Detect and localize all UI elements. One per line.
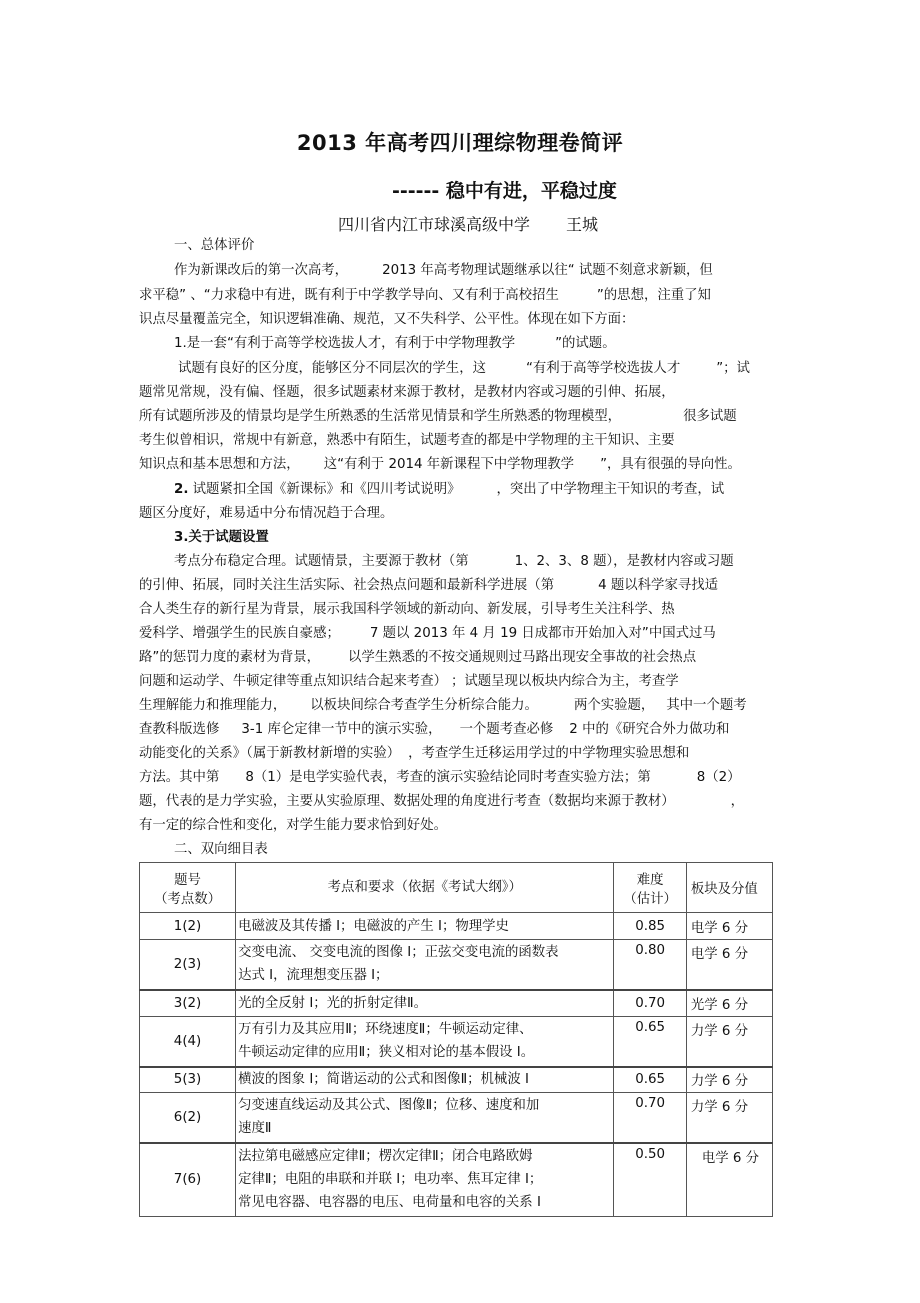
paragraph-line: 所有试题所涉及的情景均是学生所熟悉的生活常见情景和学生所熟悉的物理模型， 很多试题 (139, 409, 737, 424)
header-content: 考点和要求（依据《考试大纲》） (236, 863, 614, 913)
paragraph-line: 爱科学、增强学生的民族自豪感； 7 题以 2013 年 4 月 19 日成都市开始加入对”中国式过马 (139, 626, 716, 641)
content-cell: 横波的图象 Ⅰ；简谐运动的公式和图像Ⅱ；机械波 Ⅰ (236, 1067, 614, 1093)
table-row: 3(2) 光的全反射 Ⅰ；光的折射定律Ⅱ。 0.70 光学 6 分 (140, 990, 773, 1017)
paragraph-line: 考点分布稳定合理。试题情景，主要源于教材（第 1、2、3、8 题），是教材内容或习题 (174, 554, 734, 569)
table-row: 7(6) 法拉第电磁感应定律Ⅱ；楞次定律Ⅱ；闭合电路欧姆 定律Ⅱ；电阻的串联和并联 Ⅰ；电功率、焦耳定律 Ⅰ； 常见电容器、电容器的电压、电荷量和电容的关系 Ⅰ 0.50 电学 6 分 (140, 1143, 773, 1217)
paragraph-line: 题区分度好，难易适中分布情况趋于合理。 (139, 506, 394, 521)
content-cell: 匀变速直线运动及其公式、图像Ⅱ；位移、速度和加 速度Ⅱ (236, 1093, 614, 1143)
subsection-heading: 3.关于试题设置 (174, 530, 269, 545)
spec-table (139, 862, 773, 1217)
content-cell: 光的全反射 Ⅰ；光的折射定律Ⅱ。 (236, 990, 614, 1017)
paragraph-line: 的引伸、拓展，同时关注生活实际、社会热点问题和最新科学进展（第 4 题以科学家寻找适 (139, 578, 719, 593)
paragraph-line: 方法。其中第 8（1）是电学实验代表，考查的演示实验结论同时考查实验方法；第 8（2） (139, 770, 741, 785)
table-header-row (140, 863, 773, 913)
paragraph-line: 求平稳” 、“力求稳中有进，既有利于中学教学导向、又有利于高校招生 ”的思想，注重了知 (139, 288, 711, 303)
table-row: 2(3) 交变电流、 交变电流的图像 Ⅰ；正弦交变电流的函数表 达式 Ⅰ，流理想变压器 Ⅰ； 0.80 电学 6 分 (140, 940, 773, 990)
table-row: 1(2) 电磁波及其传播 Ⅰ；电磁波的产生 Ⅰ；物理学史 0.85 电学 6 分 (140, 913, 773, 940)
content-cell: 万有引力及其应用Ⅱ；环绕速度Ⅱ；牛顿运动定律、 牛顿运动定律的应用Ⅱ；狭义相对论的基本假设 Ⅰ。 (236, 1017, 614, 1067)
paragraph-line: 题常见常规，没有偏、怪题，很多试题素材来源于教材，是教材内容或习题的引伸、拓展， (139, 385, 675, 400)
paragraph-line: 查教科版选修 3-1 库仑定律一节中的演示实验， 一个题考查必修 2 中的《研究合外力做功和 (139, 722, 730, 737)
paragraph-line: 2. 试题紧扣全国《新课标》和《四川考试说明》 ，突出了中学物理主干知识的考查，试 (174, 482, 725, 497)
header-difficulty: 难度 （估计） (614, 863, 686, 913)
content-cell: 法拉第电磁感应定律Ⅱ；楞次定律Ⅱ；闭合电路欧姆 定律Ⅱ；电阻的串联和并联 Ⅰ；电功率、焦耳定律 Ⅰ； 常见电容器、电容器的电压、电荷量和电容的关系 Ⅰ (236, 1143, 614, 1217)
paragraph-line: 合人类生存的新行星为背景，展示我国科学领域的新动向、新发展，引导考生关注科学、热 (139, 602, 675, 617)
paragraph-line: 动能变化的关系》（属于新教材新增的实验） ，考查学生迁移运用学过的中学物理实验思想和 (139, 746, 690, 761)
content-cell: 交变电流、 交变电流的图像 Ⅰ；正弦交变电流的函数表 达式 Ⅰ，流理想变压器 Ⅰ； (236, 940, 614, 990)
paragraph-line: 有一定的综合性和变化，对学生能力要求恰到好处。 (139, 818, 447, 833)
paragraph-line: 考生似曾相识，常规中有新意，熟悉中有陌生，试题考查的都是中学物理的主干知识、主要 (139, 433, 675, 448)
content-cell: 电磁波及其传播 Ⅰ；电磁波的产生 Ⅰ；物理学史 (236, 913, 614, 940)
paragraph-line: 生理解能力和推理能力， 以板块间综合考查学生分析综合能力。 两个实验题， 其中一个题考 (139, 698, 747, 713)
section-heading: 二、双向细目表 (174, 842, 268, 857)
paragraph-line: 作为新课改后的第一次高考， 2013 年高考物理试题继承以往“ 试题不刻意求新颖，但 (174, 263, 713, 278)
page-subtitle: ------ 稳中有进，平稳过度 (392, 180, 617, 202)
header-question: 题号 （考点数） (140, 863, 236, 913)
paragraph-line: 试题有良好的区分度，能够区分不同层次的学生，这 “有利于高等学校选拔人才 ”；试 (178, 361, 750, 376)
author-name: 王城 (566, 215, 599, 234)
paragraph-line: 1.是一套“有利于高等学校选拔人才，有利于中学物理教学 ”的试题。 (174, 336, 616, 351)
table-row: 6(2) 匀变速直线运动及其公式、图像Ⅱ；位移、速度和加 速度Ⅱ 0.70 力学 6 分 (140, 1093, 773, 1143)
paragraph-line: 知识点和基本思想和方法， 这“有利于 2014 年新课程下中学物理教学 ”，具有很强的导向性。 (139, 457, 741, 472)
paragraph-line: 路”的惩罚力度的素材为背景， 以学生熟悉的不按交通规则过马路出现安全事故的社会热点 (139, 650, 697, 665)
table-row: 5(3) 横波的图象 Ⅰ；简谐运动的公式和图像Ⅱ；机械波 Ⅰ 0.65 力学 6 分 (140, 1067, 773, 1093)
page-title: 2013 年高考四川理综物理卷简评 (296, 131, 624, 155)
author-line (338, 212, 598, 235)
author-school: 四川省内江市球溪高级中学 (338, 215, 531, 234)
section-heading: 一、总体评价 (174, 238, 255, 253)
paragraph-line: 问题和运动学、牛顿定律等重点知识结合起来考查） ；试题呈现以板块内综合为主，考查学 (139, 674, 679, 689)
paragraph-line: 题，代表的是力学实验，主要从实验原理、数据处理的角度进行考查（数据均来源于教材） ， (139, 794, 745, 809)
paragraph-line: 识点尽量覆盖完全，知识逻辑准确、规范，又不失科学、公平性。体现在如下方面： (139, 312, 635, 327)
table-row: 4(4) 万有引力及其应用Ⅱ；环绕速度Ⅱ；牛顿运动定律、 牛顿运动定律的应用Ⅱ；狭义相对论的基本假设 Ⅰ。 0.65 力学 6 分 (140, 1017, 773, 1067)
header-block: 板块及分值 (686, 863, 772, 913)
